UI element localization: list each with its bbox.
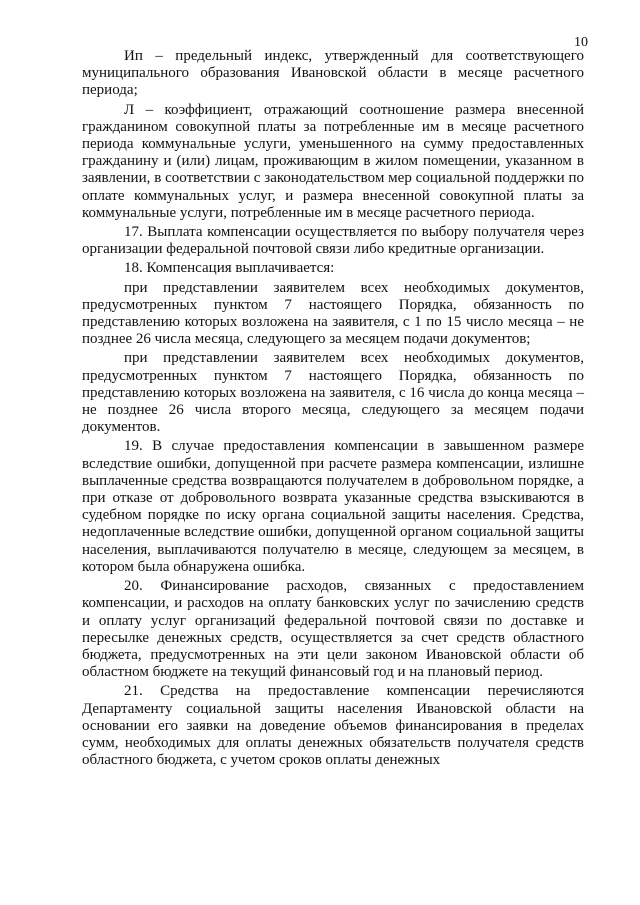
paragraph-19: 19. В случае предоставления компенсации в завышенном размере вследствие ошибки, допущенной при расчете размера компенсации, излишне выплаченные средства возвращаются получателем в добровольном порядке, а при отказе от добровольного возврата указанные средства взыскиваются в судебном порядке по иску органа социальной защиты населения. Средства, недоплаченные вследствие ошибки, допущенной органом социальной защиты населения, выплачиваются получателю в месяце, следующем за месяцем, в котором была обнаружена ошибка. [82, 438, 584, 575]
paragraph-20: 20. Финансирование расходов, связанных с предоставлением компенсации, и расходов на оплату банковских услуг по зачислению средств и оплату услуг организаций федеральной почтовой связи по доставке и пересылке денежных средств, осуществляется за счет средств областного бюджета, предусмотренных на эти цели законом Ивановской области об областном бюджете на текущий финансовый год и на плановый период. [82, 578, 584, 681]
paragraph-17: 17. Выплата компенсации осуществляется по выбору получателя через организации федеральной почтовой связи либо кредитные организации. [82, 224, 584, 258]
paragraph-18: 18. Компенсация выплачивается: [124, 260, 335, 277]
paragraph-21: 21. Средства на предоставление компенсации перечисляются Департаменту социальной защиты населения Ивановской области на основании его заявки на доведение объемов финансирования в пределах сумм, необходимых для оплаты денежных обязательств получателя средств областного бюджета, с учетом сроков оплаты денежных [82, 683, 584, 769]
paragraph-ip-definition: Ип – предельный индекс, утвержденный для соответствующего муниципального образования Ивановской области в месяце расчетного периода; [82, 48, 584, 99]
paragraph-l-definition: Л – коэффициент, отражающий соотношение размера внесенной гражданином совокупной платы за потребленные им в месяце расчетного периода коммунальные услуги, уменьшенного на сумму предоставленных гражданину и (или) лицам, проживающим в жилом помещении, указанном в заявлении, в соответствии с законодательством мер социальной поддержки по оплате коммунальных услуг, и размера внесенной совокупной платы за коммунальные услуги, потребленные им в месяце расчетного периода. [82, 101, 584, 221]
document-body [82, 48, 584, 771]
paragraph-18-item-2: при представлении заявителем всех необходимых документов, предусмотренных пунктом 7 настоящего Порядка, обязанность по представлению которых возложена на заявителя, с 16 числа до конца месяца – не позднее 26 числа второго месяца, следующего за месяцем подачи документов. [82, 350, 584, 436]
paragraph-18-item-1: при представлении заявителем всех необходимых документов, предусмотренных пунктом 7 настоящего Порядка, обязанность по представлению которых возложена на заявителя, с 1 по 15 число месяца – не позднее 26 числа месяца, следующего за месяцем подачи документов; [82, 279, 584, 348]
page-number: 10 [574, 35, 588, 50]
